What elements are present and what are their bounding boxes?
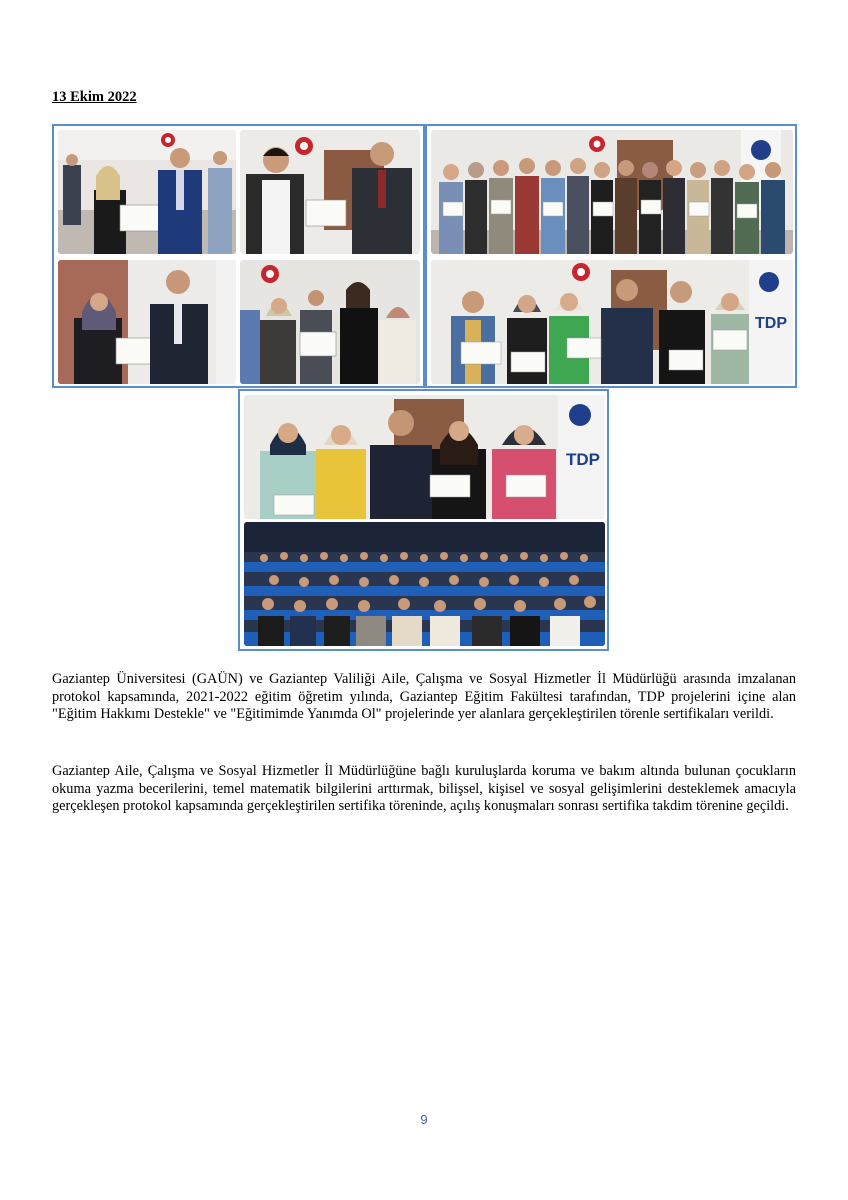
page-number: 9: [420, 1112, 428, 1127]
paragraph-1: Gaziantep Üniversitesi (GAÜN) ve Gaziantep Valiliği Aile, Çalışma ve Sosyal Hizmetler İl Müdürlüğü arasında imzalanan protokol kapsamında, 2021-2022 eğitim öğretim yılında, Gaziantep Eğitim Fakültesi tarafından, TDP projelerini içine alan "Eğitim Hakkımı Destekle" ve "Eğitimimde Yanımda Ol" projelerinde yer alanlara gerçekleştirilen törenle sertifikaları verildi.: [52, 671, 796, 722]
event-date: 13 Ekim 2022: [52, 89, 137, 105]
ceremony-photo-6: [431, 260, 793, 384]
banner-text-2: TDP: [566, 450, 600, 469]
paragraph-2: Gaziantep Aile, Çalışma ve Sosyal Hizmetler İl Müdürlüğüne bağlı kuruluşlarda koruma ve bakım altında bulunan çocukların okuma yazma becerilerini, temel matematik bilgilerini arttırmak, bilişsel, kişisel ve sosyal gelişimlerini desteklemek amacıyla gerçekleşen protokol kapsamında gerçekleştirilen sertifika töreninde, açılış konuşmaları sonrası sertifika takdim törenine geçildi.: [52, 763, 796, 814]
ceremony-photo-7: [244, 395, 605, 519]
photo-collage-right: [425, 124, 797, 388]
ceremony-photo-1: [58, 130, 236, 254]
ceremony-photo-8: [244, 522, 605, 646]
photo-collage-left: [52, 124, 425, 388]
ceremony-photo-3: [431, 130, 793, 254]
photo-collage-bottom: [238, 389, 609, 651]
ceremony-photo-5: [240, 260, 420, 384]
ceremony-photo-4: [58, 260, 236, 384]
ceremony-photo-2: [240, 130, 420, 254]
banner-text: TDP: [755, 315, 787, 332]
